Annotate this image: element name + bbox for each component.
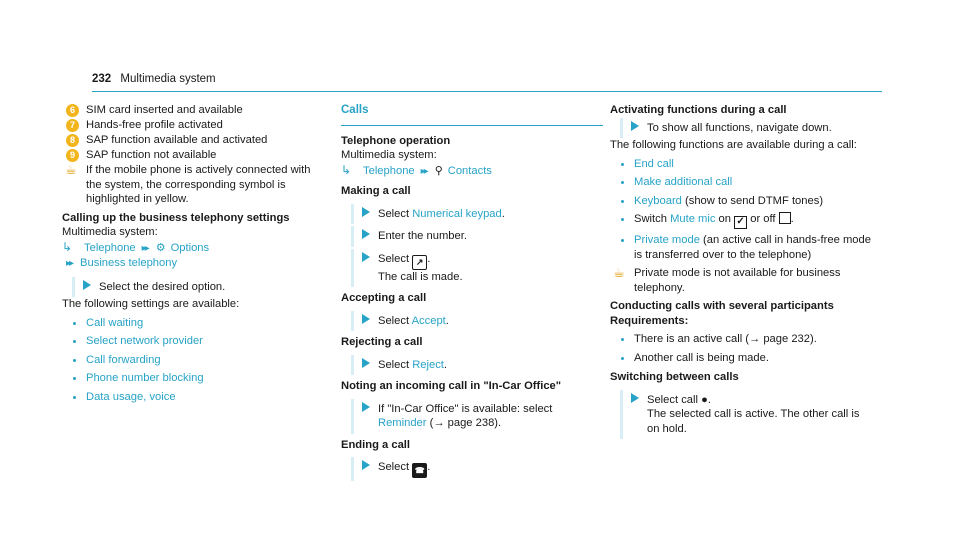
- numerical-keypad-link[interactable]: Numerical keypad: [412, 207, 502, 220]
- instruction-step: [351, 355, 603, 376]
- menu-link-options[interactable]: Options: [170, 241, 210, 254]
- bullet-icon: [621, 200, 624, 203]
- dial-phone-icon: ↗: [412, 255, 427, 270]
- setting-call-forwarding[interactable]: Call forwarding: [86, 353, 161, 366]
- instruction-step: [351, 204, 603, 225]
- status-item-7: [62, 118, 324, 133]
- menu-link-business-telephony[interactable]: Business telephony: [80, 257, 178, 269]
- info-note: [610, 266, 872, 295]
- number-badge-8-icon: 8: [66, 134, 79, 147]
- list-item: [62, 390, 324, 405]
- heading-rejecting-call: Rejecting a call: [341, 336, 423, 348]
- info-note: [62, 163, 324, 207]
- heading-ending-call: Ending a call: [341, 438, 411, 451]
- status-item-text: SAP function not available: [86, 149, 217, 161]
- info-note-icon: ☕︎: [65, 162, 77, 177]
- list-item: [610, 233, 872, 262]
- status-item-8: [62, 133, 324, 148]
- reject-link[interactable]: Reject: [412, 358, 444, 371]
- step-text: Select the desired option.: [99, 280, 226, 293]
- step-text: Enter the number.: [378, 230, 467, 242]
- bullet-icon: [73, 322, 76, 325]
- section-rule: [341, 125, 603, 126]
- end-call-link[interactable]: End call: [634, 157, 674, 170]
- accept-link[interactable]: Accept: [411, 314, 446, 327]
- step-arrow-icon: [631, 393, 639, 403]
- double-chevron-icon: ▸▸: [66, 258, 73, 269]
- return-arrow-icon: ↳: [62, 239, 73, 254]
- number-badge-9-icon: 9: [66, 149, 79, 162]
- bullet-icon: [73, 377, 76, 380]
- keyboard-link[interactable]: Keyboard: [634, 194, 682, 207]
- step-text: Select Reject.: [378, 358, 448, 371]
- return-arrow-icon: ↳: [341, 162, 352, 177]
- list-item: [610, 175, 872, 190]
- number-badge-7-icon: 7: [66, 119, 79, 132]
- menu-link-telephone[interactable]: Telephone: [363, 164, 415, 177]
- step-text: Select Accept.: [378, 314, 449, 327]
- column-1: [62, 103, 324, 404]
- column-3: [610, 103, 872, 439]
- step-text: Select ↗ . The call is made.: [378, 252, 463, 283]
- list-item: [62, 353, 324, 368]
- bullet-icon: [621, 239, 624, 242]
- list-item: Switch Mute mic on ✓ or off .: [610, 212, 872, 229]
- heading-activating-functions: Activating functions during a call: [610, 104, 787, 116]
- info-note-icon: ☕︎: [613, 265, 625, 280]
- page-header-title: Multimedia system: [120, 73, 216, 85]
- call-dot-icon: ●: [701, 393, 708, 406]
- number-badge-6-icon: 6: [66, 104, 79, 117]
- bullet-icon: [621, 163, 624, 166]
- instruction-step: [351, 457, 603, 481]
- step-result: The selected call is active. The other call is on hold.: [647, 408, 860, 435]
- functions-intro: The following functions are available during a call:: [610, 139, 857, 151]
- setting-select-network-provider[interactable]: Select network provider: [86, 335, 203, 347]
- private-mode-link[interactable]: Private mode: [634, 234, 700, 246]
- end-call-icon: ☎: [412, 463, 427, 478]
- status-item-text: Hands-free profile activated: [86, 119, 223, 131]
- step-text: If "In-Car Office" is available: select Reminder (→ page 238).: [378, 402, 553, 429]
- settings-intro: The following settings are available:: [62, 298, 240, 310]
- menu-link-contacts[interactable]: Contacts: [447, 164, 492, 177]
- mute-mic-link[interactable]: Mute mic: [670, 213, 716, 225]
- status-item-text: SIM card inserted and available: [86, 104, 243, 116]
- double-chevron-icon: ▸▸: [420, 165, 427, 177]
- setting-call-waiting[interactable]: Call waiting: [86, 316, 144, 329]
- bullet-icon: [73, 359, 76, 362]
- list-item: [62, 371, 324, 386]
- heading-accepting-call: Accepting a call: [341, 292, 427, 304]
- menu-path: [341, 163, 603, 180]
- gear-icon: ⚙: [155, 241, 166, 254]
- heading-conducting-calls: Conducting calls with several participants: [610, 300, 834, 312]
- menu-path-2: [62, 256, 324, 272]
- step-arrow-icon: [362, 460, 370, 470]
- list-item-text: Another call is being made.: [634, 351, 769, 364]
- heading-making-call: Making a call: [341, 185, 411, 197]
- list-item: [62, 316, 324, 331]
- setting-data-usage-voice[interactable]: Data usage, voice: [86, 390, 176, 403]
- step-arrow-icon: [362, 207, 370, 217]
- list-item-text: (show to send DTMF tones): [681, 194, 824, 207]
- page-number: 232: [92, 73, 112, 85]
- list-item: [62, 334, 324, 349]
- instruction-step: [351, 399, 603, 434]
- step-arrow-icon: [362, 252, 370, 262]
- bullet-icon: [73, 340, 76, 343]
- status-item-9: [62, 148, 324, 163]
- list-item: [610, 332, 872, 347]
- heading-switching-calls: Switching between calls: [610, 371, 739, 383]
- info-note-text: If the mobile phone is actively connected with the system, the corresponding symbol is highlighted in yellow.: [86, 164, 311, 205]
- list-item-text: (an active call in hands-free mode is transferred over to the telephone): [634, 234, 871, 261]
- heading-requirements: Requirements:: [610, 314, 689, 327]
- instruction-step: [620, 118, 872, 139]
- menu-path-1: [62, 240, 324, 257]
- setting-phone-number-blocking[interactable]: Phone number blocking: [86, 372, 204, 384]
- step-text: To show all functions, navigate down.: [647, 121, 832, 134]
- bullet-icon: [73, 396, 76, 399]
- checkbox-checked-icon: ✓: [734, 216, 747, 229]
- bullet-icon: [621, 181, 624, 184]
- step-result: The call is made.: [378, 270, 463, 283]
- step-text: Select Numerical keypad.: [378, 207, 505, 220]
- bullet-icon: [621, 357, 624, 360]
- step-arrow-icon: [362, 358, 370, 368]
- header-rule: [92, 91, 882, 92]
- step-arrow-icon: [631, 121, 639, 131]
- instruction-step: [351, 249, 603, 288]
- column-2: [341, 103, 603, 481]
- section-title-calls: Calls: [341, 104, 369, 116]
- bullet-icon: [621, 218, 624, 221]
- bullet-icon: [621, 338, 624, 341]
- menu-path-root: Multimedia system:: [341, 149, 437, 161]
- step-arrow-icon: [83, 280, 91, 290]
- menu-link-telephone[interactable]: Telephone: [84, 241, 136, 254]
- info-note-text: Private mode is not available for business telephony.: [634, 267, 841, 294]
- list-item: [610, 194, 872, 209]
- list-item: [610, 351, 872, 366]
- list-item: [610, 157, 872, 172]
- section-heading: Calling up the business telephony settings: [62, 211, 290, 224]
- step-arrow-icon: [362, 229, 370, 239]
- instruction-step: [351, 226, 603, 247]
- sub-heading: Telephone operation: [341, 134, 451, 147]
- step-arrow-icon: [362, 314, 370, 324]
- step-arrow-icon: [362, 402, 370, 412]
- status-item-text: SAP function available and activated: [86, 134, 268, 146]
- step-text: Select ☎ .: [378, 457, 603, 481]
- list-item-text: There is an active call (→ page 232).: [634, 333, 817, 345]
- search-icon: ⚲: [434, 164, 443, 177]
- reminder-link[interactable]: Reminder: [378, 417, 427, 429]
- checkbox-empty-icon: [779, 212, 791, 224]
- instruction-step: [351, 311, 603, 332]
- status-item-6: [62, 103, 324, 118]
- instruction-step: [72, 277, 324, 298]
- step-text: Select call ●. The selected call is active. The other call is on hold.: [647, 393, 860, 435]
- heading-incar-office: Noting an incoming call in "In-Car Office": [341, 380, 562, 392]
- double-chevron-icon: ▸▸: [141, 242, 148, 254]
- menu-path-root: Multimedia system:: [62, 226, 158, 238]
- make-additional-call-link[interactable]: Make additional call: [634, 176, 733, 188]
- instruction-step: [620, 390, 872, 440]
- page-header: [92, 72, 216, 87]
